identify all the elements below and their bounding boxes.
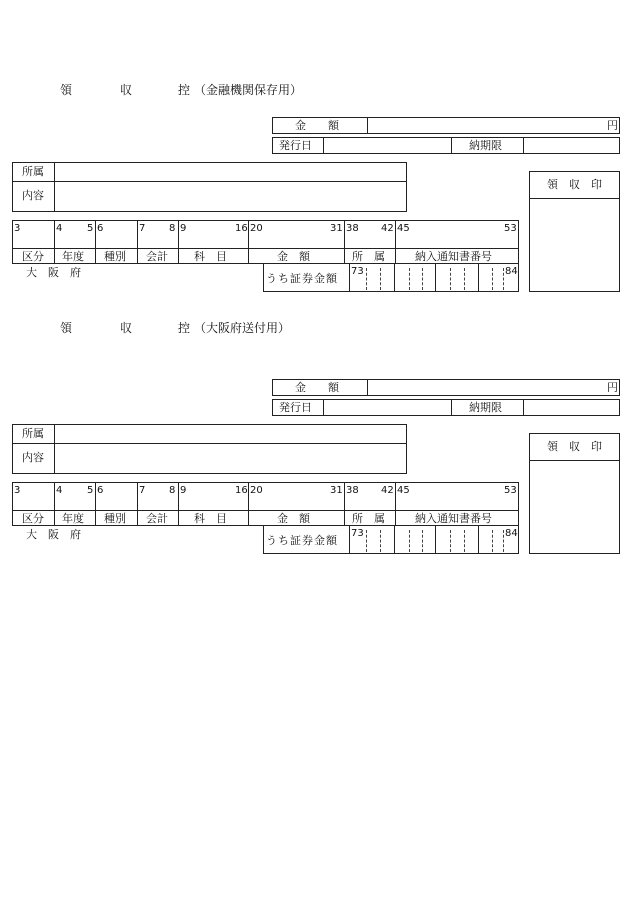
- col-kaikei: 会計: [146, 250, 168, 263]
- yen-label: 円: [607, 119, 618, 132]
- code-5: 5: [87, 485, 94, 496]
- code-6: 6: [97, 223, 104, 234]
- title-suffix: （金融機関保存用）: [194, 83, 303, 97]
- affiliation-label: 所属: [22, 165, 44, 178]
- code-84: 84: [505, 266, 518, 277]
- title-char-2: 収: [120, 321, 133, 335]
- col-kingaku: 金 額: [277, 512, 310, 525]
- col-nendo: 年度: [62, 250, 84, 263]
- date-row: [272, 399, 620, 416]
- title-suffix: （大阪府送付用）: [194, 321, 291, 335]
- receipt-stamp-label: 領 収 印: [547, 178, 602, 191]
- slip-top: [0, 0, 630, 285]
- code-9: 9: [180, 223, 187, 234]
- code-38: 38: [346, 485, 359, 496]
- col-kamoku: 科 目: [194, 512, 227, 525]
- col-kubun: 区分: [22, 512, 44, 525]
- affiliation-label: 所属: [22, 427, 44, 440]
- code-73: 73: [351, 528, 364, 539]
- col-kamoku: 科 目: [194, 250, 227, 263]
- receipt-stamp-label: 領 収 印: [547, 440, 602, 453]
- code-8: 8: [169, 223, 176, 234]
- amount-label: 金 額: [295, 119, 339, 132]
- code-45: 45: [397, 485, 410, 496]
- code-53: 53: [504, 223, 517, 234]
- issuer-label: 大 阪 府: [26, 528, 81, 541]
- code-73: 73: [351, 266, 364, 277]
- code-8: 8: [169, 485, 176, 496]
- code-9: 9: [180, 485, 187, 496]
- issue-date-label: 発行日: [279, 401, 312, 414]
- code-7: 7: [139, 485, 146, 496]
- code-3: 3: [14, 485, 21, 496]
- date-row: [272, 137, 620, 154]
- code-4: 4: [56, 485, 63, 496]
- code-31: 31: [330, 485, 343, 496]
- col-kaikei: 会計: [146, 512, 168, 525]
- col-shubetsu: 種別: [104, 512, 126, 525]
- code-3: 3: [14, 223, 21, 234]
- title-char-3: 控: [178, 83, 191, 97]
- code-6: 6: [97, 485, 104, 496]
- issuer-label: 大 阪 府: [26, 266, 81, 279]
- code-16: 16: [235, 485, 248, 496]
- col-shubetsu: 種別: [104, 250, 126, 263]
- content-label: 内容: [22, 451, 44, 464]
- col-shozoku: 所 属: [352, 512, 385, 525]
- securities-amount-label: うち証券金額: [266, 272, 338, 285]
- col-kingaku: 金 額: [277, 250, 310, 263]
- col-shozoku: 所 属: [352, 250, 385, 263]
- code-20: 20: [250, 485, 263, 496]
- affiliation-content-block: [12, 424, 407, 474]
- yen-label: 円: [607, 381, 618, 394]
- title-char-3: 控: [178, 321, 191, 335]
- code-20: 20: [250, 223, 263, 234]
- securities-amount-label: うち証券金額: [266, 534, 338, 547]
- code-84: 84: [505, 528, 518, 539]
- code-7: 7: [139, 223, 146, 234]
- col-notice-number: 納入通知書番号: [415, 250, 492, 263]
- due-date-label: 納期限: [469, 401, 502, 414]
- code-42: 42: [381, 223, 394, 234]
- code-53: 53: [504, 485, 517, 496]
- col-nendo: 年度: [62, 512, 84, 525]
- code-4: 4: [56, 223, 63, 234]
- title-char-2: 収: [120, 83, 133, 97]
- title-char-1: 領: [60, 321, 73, 335]
- code-5: 5: [87, 223, 94, 234]
- col-notice-number: 納入通知書番号: [415, 512, 492, 525]
- code-31: 31: [330, 223, 343, 234]
- affiliation-content-block: [12, 162, 407, 212]
- due-date-label: 納期限: [469, 139, 502, 152]
- title-char-1: 領: [60, 83, 73, 97]
- code-42: 42: [381, 485, 394, 496]
- content-label: 内容: [22, 189, 44, 202]
- code-38: 38: [346, 223, 359, 234]
- amount-label: 金 額: [295, 381, 339, 394]
- issue-date-label: 発行日: [279, 139, 312, 152]
- col-kubun: 区分: [22, 250, 44, 263]
- slip-bottom: [0, 262, 630, 547]
- code-16: 16: [235, 223, 248, 234]
- code-45: 45: [397, 223, 410, 234]
